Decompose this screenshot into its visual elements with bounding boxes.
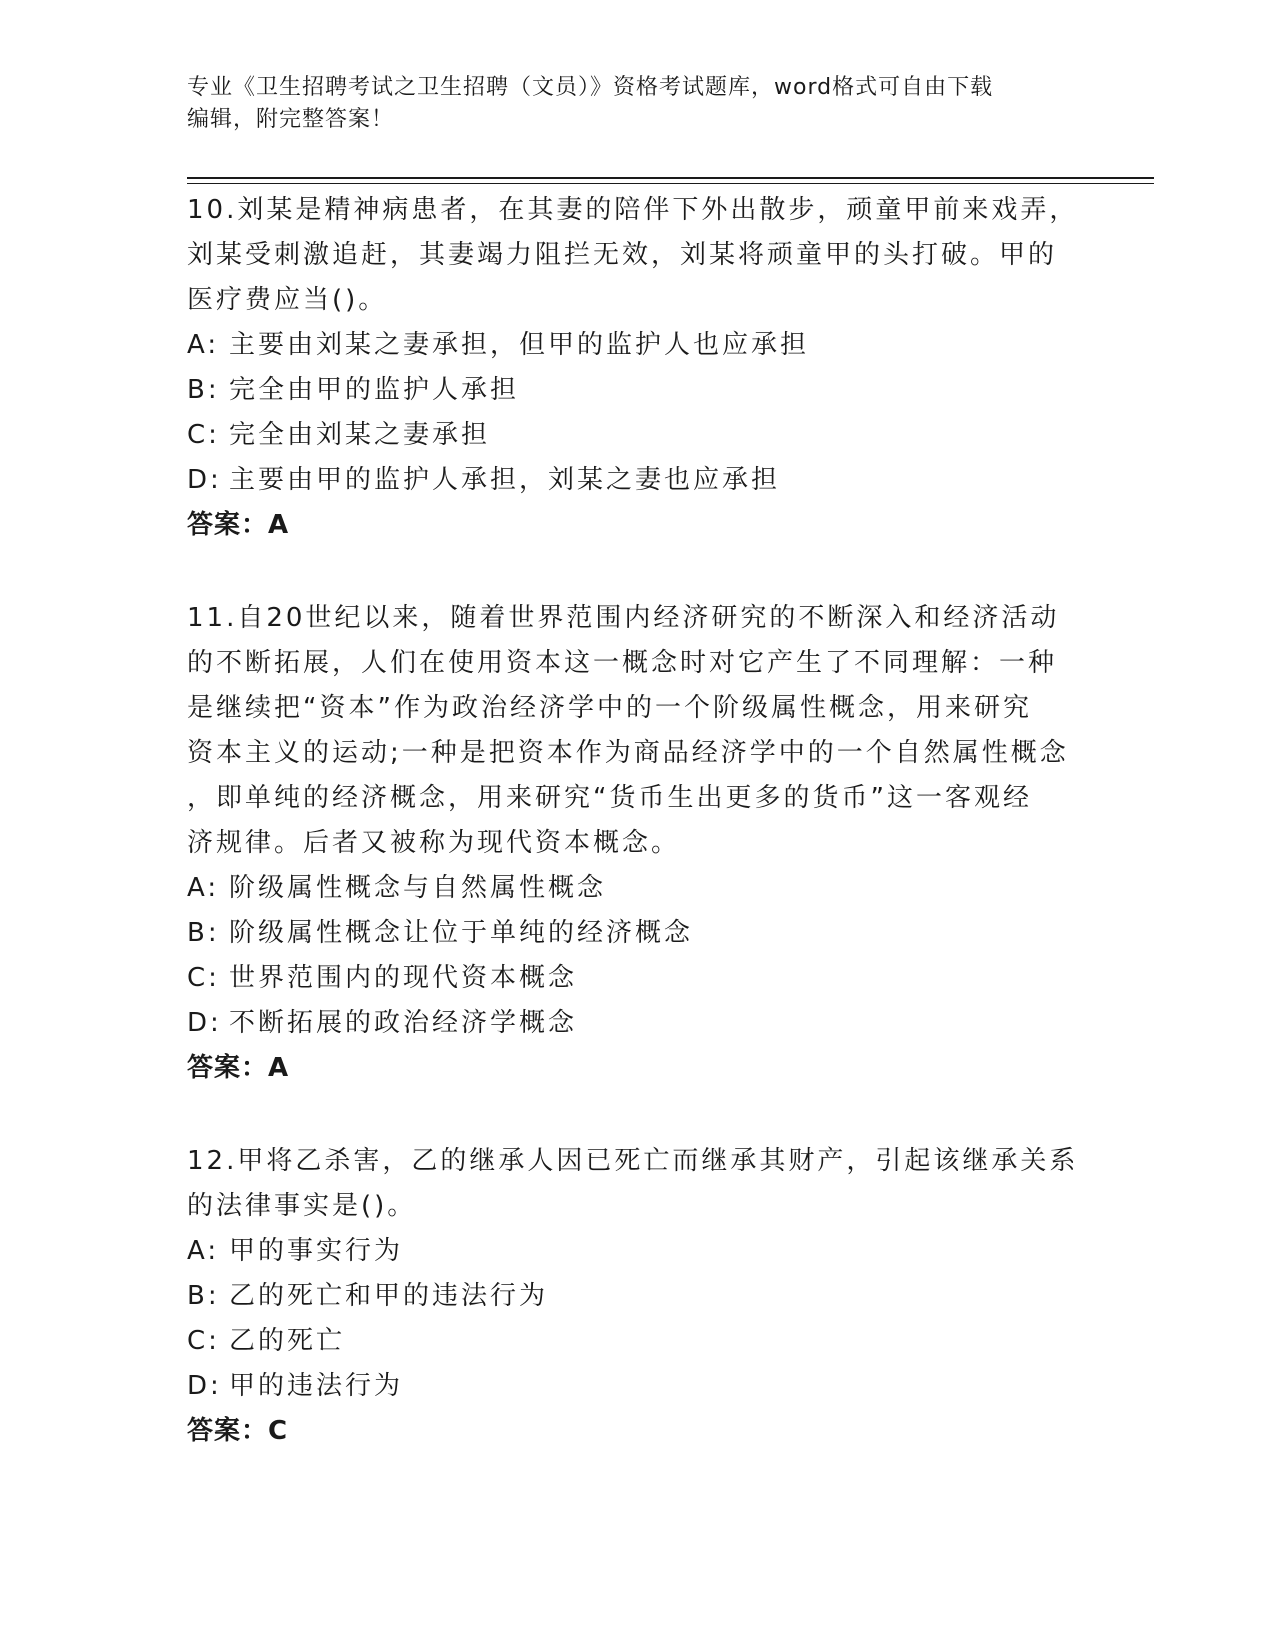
option-text: 世界范围内的现代资本概念 — [229, 963, 578, 993]
question-stem-line: ，即单纯的经济概念，用来研究“货币生出更多的货币”这一客观经 — [187, 783, 1032, 813]
header-line-2: 编辑，附完整答案！ — [187, 107, 395, 132]
option-text: 主要由刘某之妻承担，但甲的监护人也应承担 — [229, 330, 810, 360]
question-stem-line: 12.甲将乙杀害，乙的继承人因已死亡而继承其财产，引起该继承关系 — [187, 1146, 1079, 1176]
option-key: D: — [187, 1008, 222, 1038]
option-c — [187, 1319, 1087, 1364]
header-divider-thin — [187, 183, 1154, 184]
question-stem-line: 10.刘某是精神病患者，在其妻的陪伴下外出散步，顽童甲前来戏弄， — [187, 195, 1079, 225]
option-text: 乙的死亡和甲的违法行为 — [229, 1281, 549, 1311]
question-10 — [187, 188, 1087, 548]
option-text: 不断拓展的政治经济学概念 — [229, 1008, 578, 1038]
option-a — [187, 866, 1087, 911]
option-text: 完全由刘某之妻承担 — [229, 420, 491, 450]
option-text: 乙的死亡 — [229, 1326, 346, 1356]
question-11 — [187, 596, 1087, 1091]
question-stem-line: 是继续把“资本”作为政治经济学中的一个阶级属性概念，用来研究 — [187, 693, 1032, 723]
option-key: A: — [187, 330, 220, 360]
answer-line: 答案：A — [187, 1053, 290, 1083]
question-stem-line: 的不断拓展，人们在使用资本这一概念时对它产生了不同理解：一种 — [187, 648, 1058, 678]
option-b — [187, 1274, 1087, 1319]
option-key: B: — [187, 375, 220, 405]
option-key: C: — [187, 420, 220, 450]
option-a — [187, 323, 1087, 368]
option-key: B: — [187, 1281, 220, 1311]
option-key: B: — [187, 918, 220, 948]
option-d — [187, 458, 1087, 503]
question-stem-line: 济规律。后者又被称为现代资本概念。 — [187, 828, 681, 858]
option-key: C: — [187, 963, 220, 993]
question-stem-line: 刘某受刺激追赶，其妻竭力阻拦无效，刘某将顽童甲的头打破。甲的 — [187, 240, 1058, 270]
option-c — [187, 413, 1087, 458]
question-stem-line: 医疗费应当()。 — [187, 285, 388, 315]
option-key: D: — [187, 1371, 222, 1401]
document-header — [187, 72, 1087, 136]
option-b — [187, 368, 1087, 413]
option-key: A: — [187, 873, 220, 903]
option-text: 甲的违法行为 — [229, 1371, 404, 1401]
question-stem-line: 的法律事实是()。 — [187, 1191, 417, 1221]
option-d — [187, 1364, 1087, 1409]
option-key: A: — [187, 1236, 220, 1266]
question-stem — [187, 1139, 1087, 1229]
question-stem-line: 11.自20世纪以来，随着世界范围内经济研究的不断深入和经济活动 — [187, 603, 1060, 633]
question-stem — [187, 188, 1087, 323]
option-d — [187, 1001, 1087, 1046]
header-divider-thick — [187, 177, 1154, 179]
option-c — [187, 956, 1087, 1001]
option-text: 甲的事实行为 — [229, 1236, 404, 1266]
option-key: C: — [187, 1326, 220, 1356]
question-stem-line: 资本主义的运动;一种是把资本作为商品经济学中的一个自然属性概念 — [187, 738, 1069, 768]
option-text: 完全由甲的监护人承担 — [229, 375, 520, 405]
question-stem — [187, 596, 1087, 866]
option-key: D: — [187, 465, 222, 495]
option-text: 阶级属性概念让位于单纯的经济概念 — [229, 918, 694, 948]
question-12 — [187, 1139, 1087, 1454]
option-a — [187, 1229, 1087, 1274]
answer-line: 答案：A — [187, 510, 290, 540]
question-list — [187, 188, 1087, 1502]
header-line-1: 专业《卫生招聘考试之卫生招聘（文员）》资格考试题库，word格式可自由下载 — [187, 75, 994, 100]
answer-line: 答案：C — [187, 1416, 289, 1446]
option-b — [187, 911, 1087, 956]
option-text: 主要由甲的监护人承担，刘某之妻也应承担 — [229, 465, 781, 495]
option-text: 阶级属性概念与自然属性概念 — [229, 873, 607, 903]
